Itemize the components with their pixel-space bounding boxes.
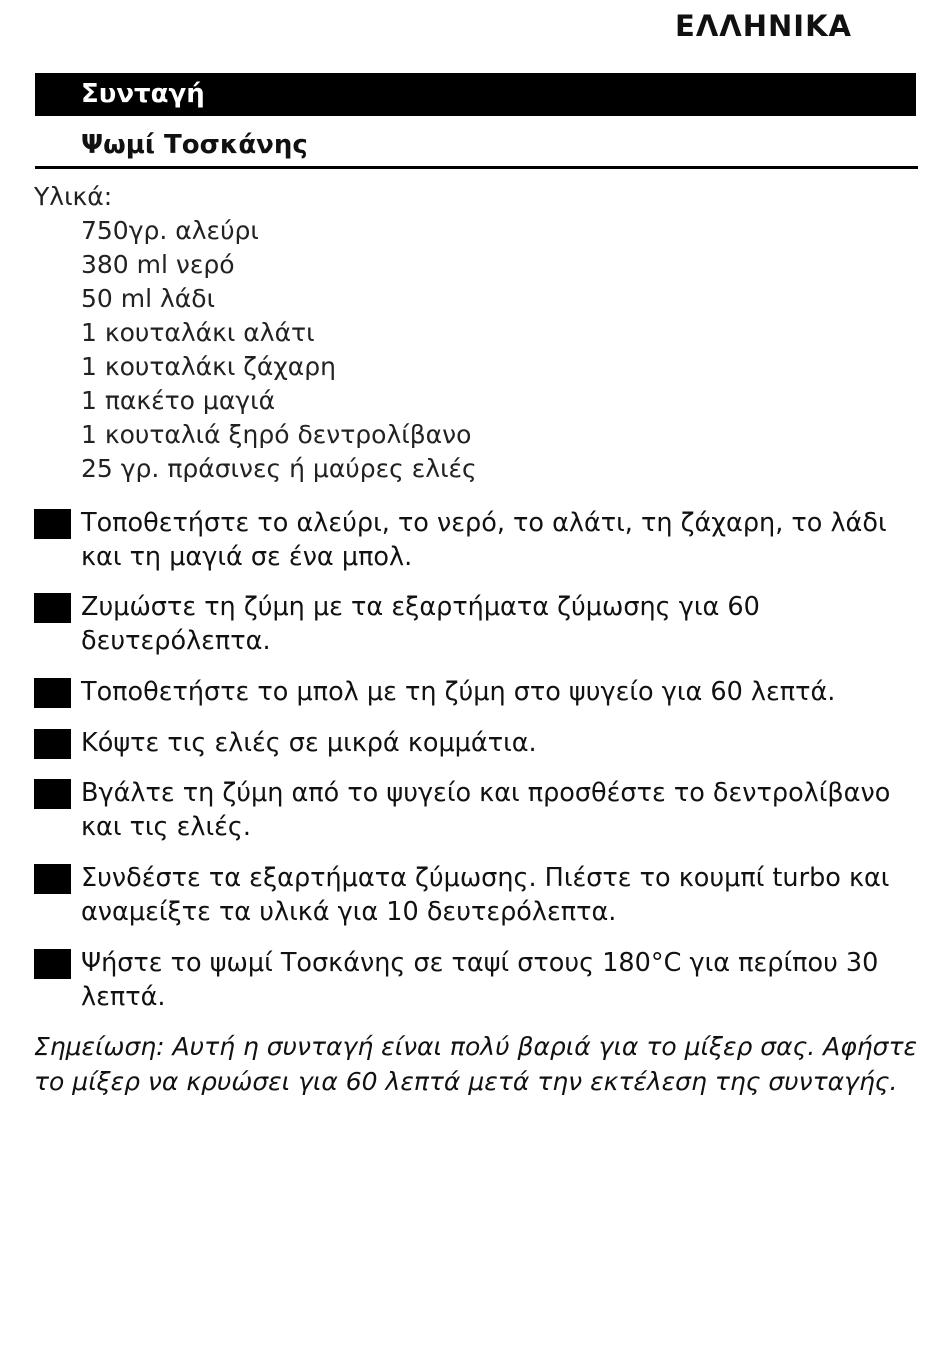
recipe-note: Σημείωση: Αυτή η συνταγή είναι πολύ βαριά για το μίξερ σας. Αφήστε το μίξερ να κρυώσει για 60 λεπτά μετά την εκτέλεση της συνταγής. — [34, 1032, 918, 1096]
step-text: Ζυμώστε τη ζύμη με τα εξαρτήματα ζύμωσης για 60 δευτερόλεπτα. — [81, 592, 760, 656]
ingredient-item: 1 κουταλιά ξηρό δεντρολίβανο — [81, 420, 472, 449]
step-text: Τοποθετήστε το μπολ με τη ζύμη στο ψυγείο για 60 λεπτά. — [81, 677, 836, 707]
section-title: Συνταγή — [81, 79, 205, 109]
step-text: Τοποθετήστε το αλεύρι, το νερό, το αλάτι, τη ζάχαρη, το λάδι και τη μαγιά σε ένα μπολ. — [81, 508, 887, 572]
ingredient-item: 50 ml λάδι — [81, 284, 216, 313]
ingredients-list — [81, 214, 477, 486]
step-marker-icon — [34, 949, 71, 979]
step-text: Κόψτε τις ελιές σε μικρά κομμάτια. — [81, 728, 537, 758]
recipe-title: Ψωμί Τοσκάνης — [81, 130, 308, 160]
step-marker-icon — [34, 729, 71, 759]
section-header-bar — [35, 73, 916, 116]
step-marker-icon — [34, 864, 71, 894]
ingredient-item: 25 γρ. πράσινες ή μαύρες ελιές — [81, 454, 477, 483]
title-divider — [35, 166, 918, 169]
step-text: Βγάλτε τη ζύμη από το ψυγείο και προσθέστε το δεντρολίβανο και τις ελιές. — [81, 778, 891, 842]
step-text: Συνδέστε τα εξαρτήματα ζύμωσης. Πιέστε το κουμπί turbo και αναμείξτε τα υλικά για 10 δευτερόλεπτα. — [81, 863, 890, 927]
step-marker-icon — [34, 779, 71, 809]
ingredient-item: 750γρ. αλεύρι — [81, 216, 259, 245]
step-marker-icon — [34, 509, 71, 539]
ingredient-item: 1 κουταλάκι αλάτι — [81, 318, 315, 347]
step-text: Ψήστε το ψωμί Τοσκάνης σε ταψί στους 180°C για περίπου 30 λεπτά. — [81, 948, 879, 1012]
ingredient-item: 1 κουταλάκι ζάχαρη — [81, 352, 337, 381]
ingredient-item: 380 ml νερό — [81, 250, 235, 279]
step-marker-icon — [34, 678, 71, 708]
step-marker-icon — [34, 593, 71, 623]
ingredients-label: Υλικά: — [34, 182, 113, 211]
ingredient-item: 1 πακέτο μαγιά — [81, 386, 276, 415]
language-label: ΕΛΛΗΝΙΚΑ — [675, 9, 852, 43]
